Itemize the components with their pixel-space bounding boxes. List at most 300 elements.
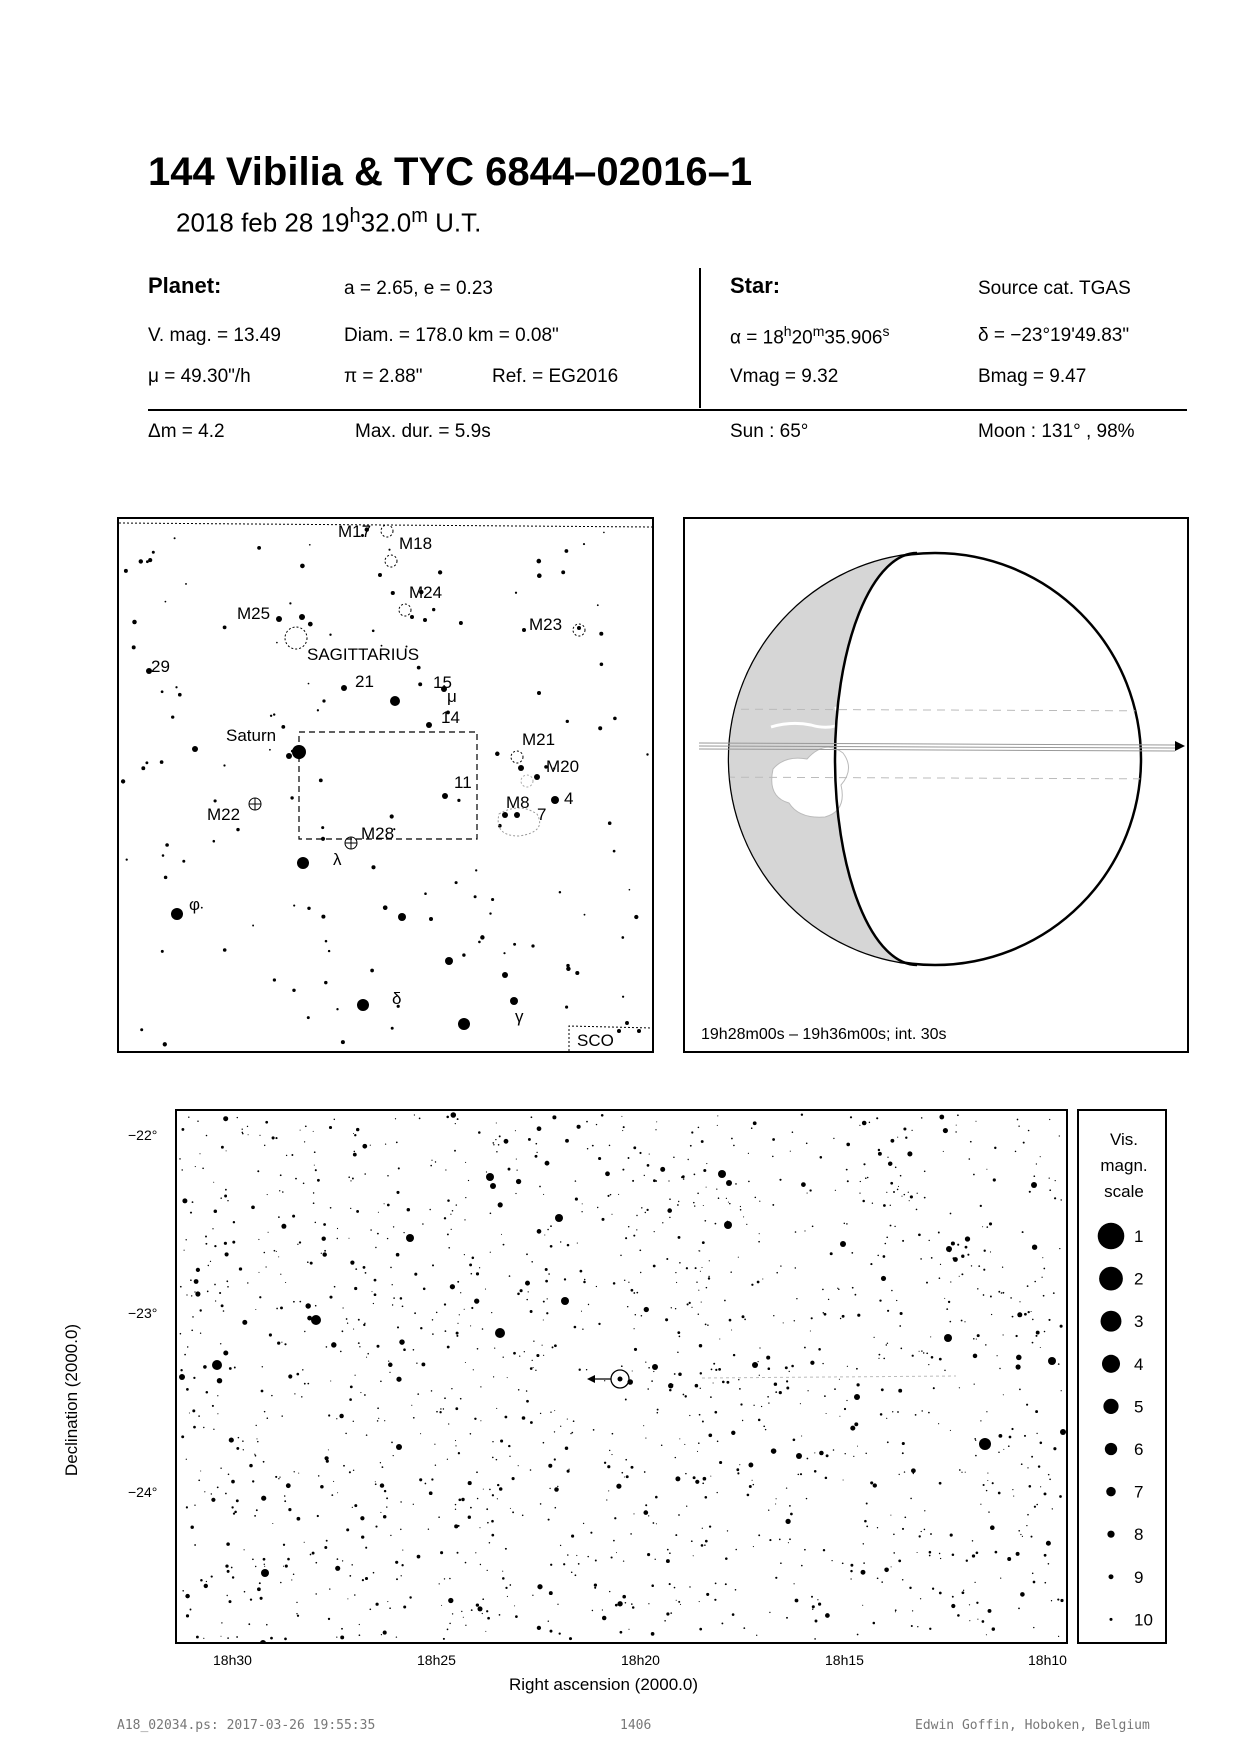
field-star [705,1496,708,1499]
field-star [678,1236,681,1239]
field-star [377,1420,379,1422]
field-star [639,1249,641,1251]
field-star [863,1163,865,1165]
field-star [375,1247,376,1248]
field-star [768,1402,769,1403]
field-star [205,1236,207,1238]
field-star [684,1395,686,1397]
field-star [577,1125,581,1129]
field-star [586,1121,588,1123]
field-star [977,1619,978,1620]
field-star [975,1440,976,1441]
field-star [862,1121,867,1126]
field-star [769,1539,771,1541]
field-star [950,1534,953,1537]
field-star [516,1179,521,1184]
field-star [748,1463,753,1468]
field-star [790,1151,791,1152]
field-star [657,1409,659,1411]
x-axis-label: Right ascension (2000.0) [509,1675,699,1694]
field-star [651,1584,654,1587]
field-star [278,1478,279,1479]
field-star [677,1351,679,1353]
field-star [706,1287,708,1289]
field-star [1000,1578,1001,1579]
field-star [252,1558,254,1560]
field-star [305,1125,307,1127]
field-star [846,1223,848,1225]
field-star [470,1433,472,1435]
page-title: 144 Vibilia & TYC 6844–02016–1 [148,150,753,194]
field-star [396,1191,399,1194]
field-star [825,1613,830,1618]
field-star [854,1422,858,1426]
field-star [225,1252,229,1256]
field-star [456,1332,459,1335]
finder-star [185,583,187,585]
finder-star [391,1027,394,1030]
finder-star [429,917,433,921]
field-star [675,1476,680,1481]
field-star [455,1445,456,1446]
field-star [339,1414,343,1418]
field-star [186,1506,188,1508]
finder-star [625,1021,629,1025]
legend-label-6: 6 [1134,1440,1144,1459]
field-star [477,1348,479,1350]
field-star [577,1243,578,1244]
field-star [957,1244,959,1246]
field-star [645,1438,646,1439]
field-star [473,1369,474,1370]
field-star [890,1515,891,1516]
field-star [283,1544,285,1546]
field-star [1060,1599,1063,1602]
field-star [543,1355,544,1356]
field-star [199,1153,200,1154]
field-star [236,1499,239,1502]
planet-diameter: Diam. = 178.0 km = 0.08" [344,325,559,346]
field-star [725,1583,727,1585]
label-m24: M24 [409,583,443,602]
field-star [349,1471,351,1473]
field-star [392,1304,393,1305]
field-star [583,1281,586,1284]
field-star [528,1138,531,1141]
field-star [759,1233,760,1234]
field-star [192,1409,195,1412]
field-star [929,1628,931,1630]
field-star [702,1241,705,1244]
field-star [1003,1394,1004,1395]
planet-vmag: V. mag. = 13.49 [148,325,281,346]
field-star [242,1440,244,1442]
field-star [857,1314,860,1317]
field-star [561,1297,569,1305]
finder-star [161,690,164,693]
field-star [961,1472,962,1473]
field-star [508,1168,511,1171]
finder-star [192,746,198,752]
field-star [863,1543,864,1544]
field-star [436,1312,438,1314]
field-star [229,1438,234,1443]
field-star [866,1525,868,1527]
field-star [983,1269,985,1271]
finder-star [583,543,585,545]
motion-arrow-head-icon [587,1375,595,1383]
field-star [353,1153,357,1157]
field-star [296,1602,297,1603]
label-4: 4 [564,789,574,808]
field-star [526,1400,529,1403]
field-star [195,1291,200,1296]
legend-title-line-1: Vis. [1109,1130,1139,1149]
field-star [1026,1525,1027,1526]
field-star [503,1244,505,1246]
legend-title-line-2: magn. [1100,1156,1148,1175]
field-star [657,1412,659,1414]
field-star [480,1386,481,1387]
field-star [909,1587,911,1589]
field-star [287,1558,290,1561]
field-star [229,1367,232,1370]
field-star [560,1545,561,1546]
field-star [911,1468,916,1473]
field-star [616,1484,621,1489]
field-star [347,1598,348,1599]
field-star [304,1542,305,1543]
finder-star [599,632,603,636]
field-star [446,1116,449,1119]
field-star [181,1435,184,1438]
field-star [497,1498,498,1499]
field-star [975,1455,977,1457]
field-star [855,1294,857,1296]
field-star [862,1605,863,1606]
field-star [901,1196,902,1197]
field-star [697,1193,699,1195]
finder-star [286,753,292,759]
field-star [965,1472,966,1473]
field-star [607,1465,610,1468]
field-star [716,1188,717,1189]
field-star [1033,1627,1034,1628]
finder-star [325,940,328,943]
field-star [194,1544,196,1546]
field-star [275,1137,277,1139]
field-star [693,1202,695,1204]
field-star [635,1314,636,1315]
field-star [1031,1182,1037,1188]
finder-star [491,898,494,901]
field-star [897,1137,898,1138]
field-star [918,1233,921,1236]
field-star [354,1594,356,1596]
field-star [955,1131,956,1132]
finder-star [132,620,137,625]
finder-star [317,709,319,711]
field-star [713,1363,715,1365]
field-star [664,1620,666,1622]
field-star [786,1380,788,1382]
field-star [302,1369,303,1370]
field-star [1036,1433,1037,1434]
m20-nebula-icon [521,775,533,787]
field-star [537,1126,542,1131]
field-star [740,1403,742,1405]
field-star [456,1204,457,1205]
field-star [465,1362,466,1363]
finder-star [165,843,169,847]
field-star [583,1523,584,1524]
finder-star [503,952,505,954]
field-star [837,1288,838,1289]
field-star [1049,1478,1051,1480]
field-star [387,1238,388,1239]
field-star [726,1198,727,1199]
field-star [265,1266,266,1267]
field-star [862,1200,865,1203]
field-star [625,1399,627,1401]
field-star [261,1390,264,1393]
field-star [973,1338,975,1340]
field-star [973,1354,978,1359]
field-star [514,1605,515,1606]
field-star [1035,1410,1038,1413]
finder-star [577,626,581,630]
field-star [625,1237,627,1239]
legend-title-line-3: scale [1104,1182,1144,1201]
field-star [648,1603,649,1604]
field-star [856,1368,858,1370]
finder-star [139,559,143,563]
field-star [1060,1429,1066,1435]
field-star [598,1157,601,1160]
field-star [1044,1331,1046,1333]
field-star [194,1505,195,1506]
field-star [648,1515,649,1516]
field-star [297,1517,301,1521]
field-star [205,1243,207,1245]
field-star [713,1382,714,1383]
field-star [631,1289,634,1292]
finder-star [495,752,500,757]
field-star [272,1523,273,1524]
field-star [414,1273,417,1276]
field-star [231,1480,235,1484]
field-star [448,1423,449,1424]
field-star [814,1452,815,1453]
field-star [530,1421,533,1424]
field-star [544,1234,545,1235]
field-star [386,1497,388,1499]
field-star [854,1394,860,1400]
field-star [617,1601,622,1606]
field-star [549,1591,553,1595]
field-star [189,1413,190,1414]
field-star [559,1632,561,1634]
m17-nebula-icon [381,525,393,537]
field-star [413,1349,415,1351]
field-star [593,1429,595,1431]
field-star [633,1513,634,1514]
field-star [669,1217,670,1218]
legend-marker-4 [1102,1355,1120,1373]
field-star [753,1121,757,1125]
field-star [844,1223,845,1224]
field-star [990,1525,995,1530]
field-star [480,1564,481,1565]
field-star [893,1552,895,1554]
field-star [1018,1530,1020,1532]
field-star [211,1498,215,1502]
field-star [545,1268,548,1271]
field-star [691,1540,693,1542]
field-star [679,1336,681,1338]
m18-cluster-icon [385,555,397,567]
field-star [1044,1582,1046,1584]
field-star [898,1389,902,1393]
field-star [893,1191,895,1193]
field-star [281,1415,282,1416]
finder-star [236,828,239,831]
field-star [825,1477,828,1480]
field-star [223,1116,228,1121]
field-star [330,1380,331,1381]
field-star [950,1281,951,1282]
finder-star [223,764,225,766]
field-star [486,1508,488,1510]
field-star [226,1280,228,1282]
field-star [609,1450,610,1451]
field-star [334,1286,336,1288]
field-star [1011,1428,1013,1430]
field-star [202,1168,204,1170]
field-star [493,1144,494,1145]
field-star [377,1345,380,1348]
field-star [1040,1156,1041,1157]
field-star [513,1352,516,1355]
field-star [478,1131,481,1134]
field-star [516,1169,517,1170]
field-star [709,1525,711,1527]
field-star [370,1145,371,1146]
field-star [1061,1390,1062,1391]
field-star [893,1534,895,1536]
field-star [846,1169,848,1171]
field-star [902,1579,904,1581]
finder-star [584,914,586,916]
field-star [384,1490,386,1492]
field-star [498,1144,500,1146]
field-star [702,1528,703,1529]
field-star [647,1164,650,1167]
field-star [622,1595,626,1599]
field-star [761,1406,762,1407]
finder-star [622,996,624,998]
field-star [366,1434,368,1436]
field-star [550,1412,551,1413]
field-star [203,1638,204,1639]
field-star [505,1548,507,1550]
field-star [708,1277,710,1279]
field-star [229,1600,232,1603]
finder-star [292,989,295,992]
field-star [220,1197,222,1199]
field-star [492,1494,494,1496]
field-star [396,1636,397,1637]
field-star [337,1228,338,1229]
field-star [801,1565,803,1567]
field-star [899,1325,901,1327]
field-star [807,1458,809,1460]
field-star [307,1261,309,1263]
field-star [699,1628,702,1631]
field-star [206,1391,209,1394]
field-star [458,1452,460,1454]
field-star [980,1420,981,1421]
detail-star-chart [175,1109,1068,1644]
field-star [880,1413,883,1416]
field-star [604,1462,606,1464]
label-phi: φ [189,895,201,914]
field-star [314,1165,315,1166]
field-star [857,1634,859,1636]
legend-label-5: 5 [1134,1397,1144,1417]
field-star [499,1487,503,1491]
field-star [753,1546,754,1547]
field-star [1009,1436,1012,1439]
field-star [915,1414,917,1416]
field-star [346,1318,348,1320]
field-star [226,1150,227,1151]
field-star [982,1226,983,1227]
field-star [381,1634,382,1635]
field-star [809,1189,811,1191]
field-star [643,1425,644,1426]
field-star [613,1282,616,1285]
field-star [652,1364,658,1370]
field-star [1036,1331,1040,1335]
field-star [304,1141,305,1142]
field-star [539,1186,541,1188]
label-m20: M20 [546,757,580,776]
field-star [898,1186,899,1187]
field-star [683,1178,685,1180]
field-star [328,1618,330,1620]
finder-star [438,570,442,574]
field-star [677,1331,680,1334]
field-star [552,1346,554,1348]
field-star [458,1498,461,1501]
field-star [971,1265,972,1266]
field-star [206,1581,207,1582]
field-star [582,1203,583,1204]
field-star [930,1336,931,1337]
field-star [320,1485,324,1489]
field-star [317,1179,320,1182]
field-star [738,1257,739,1258]
field-star [400,1529,401,1530]
field-star [594,1587,596,1589]
finder-star [565,1006,568,1009]
field-star [282,1191,284,1193]
field-star [385,1143,386,1144]
finder-star [257,546,261,550]
field-star [1026,1404,1028,1406]
field-star [701,1267,702,1268]
